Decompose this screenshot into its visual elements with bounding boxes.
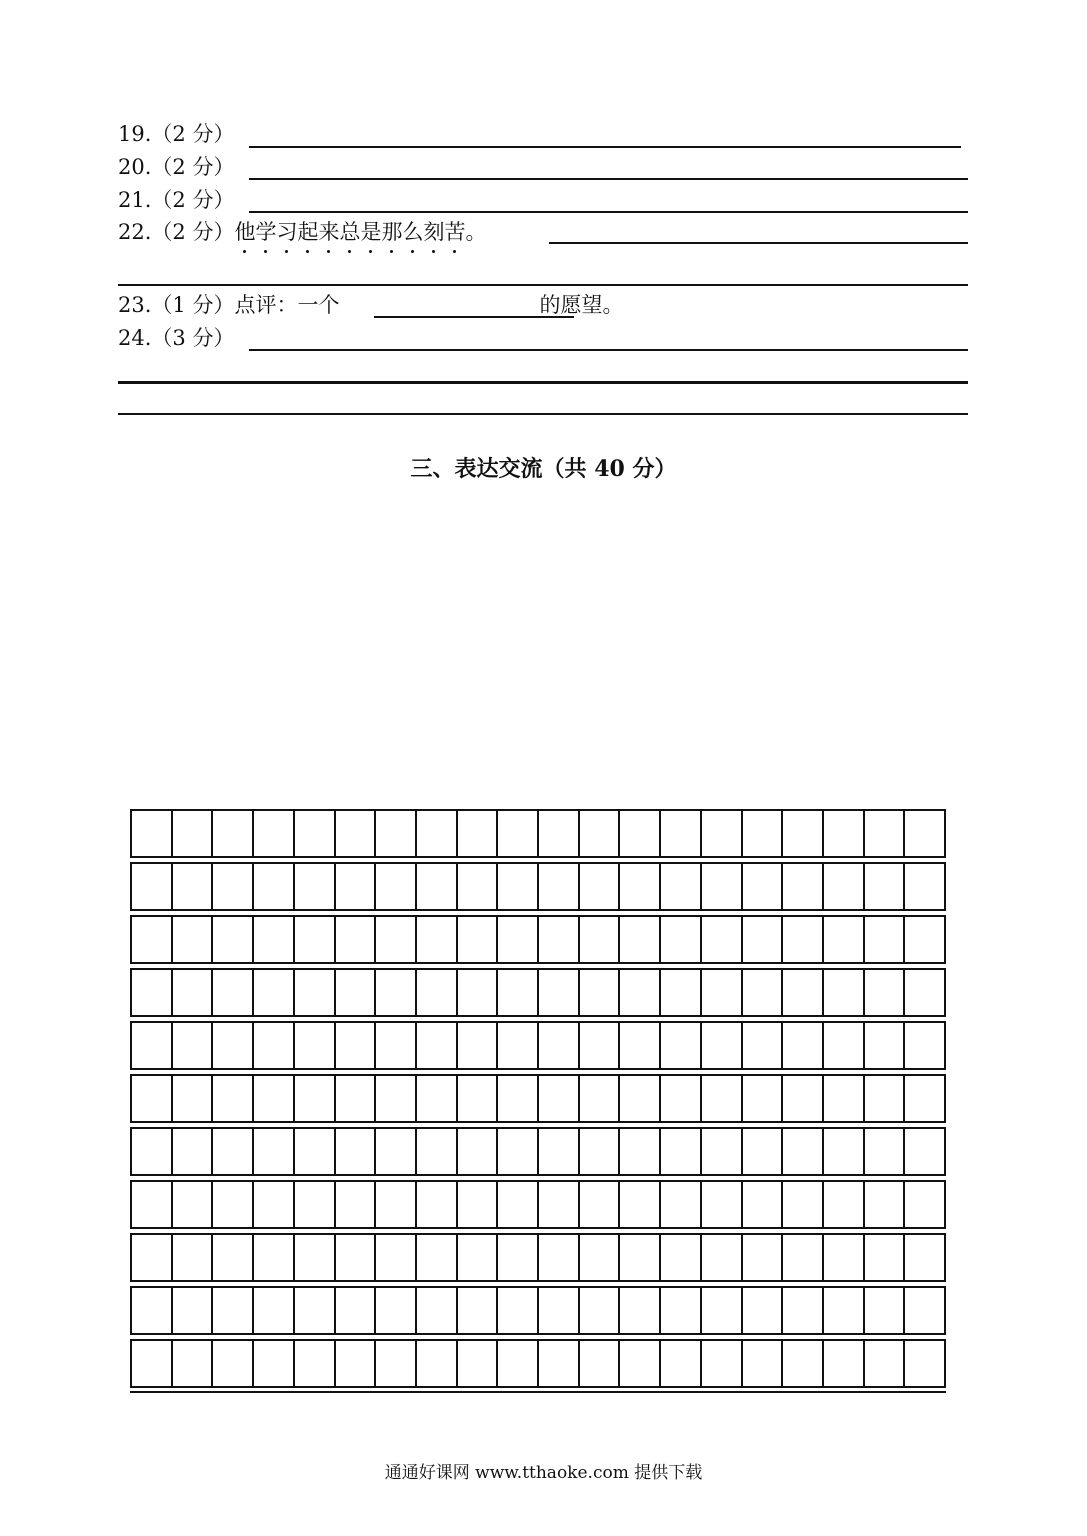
grid-cell[interactable] [865,1129,906,1174]
grid-cell[interactable] [783,917,824,962]
grid-cell[interactable] [661,864,702,909]
grid-cell[interactable] [336,1182,377,1227]
grid-cell[interactable] [254,864,295,909]
grid-cell[interactable] [213,1288,254,1333]
grid-cell[interactable] [539,864,580,909]
grid-cell[interactable] [620,811,661,856]
grid-cell[interactable] [376,1341,417,1386]
grid-cell[interactable] [905,1076,944,1121]
grid-cell[interactable] [458,864,499,909]
grid-bottom-line [130,1391,946,1393]
grid-cell[interactable] [376,1182,417,1227]
grid-cell[interactable] [132,1076,173,1121]
grid-cell[interactable] [580,1182,621,1227]
grid-cell[interactable] [254,1288,295,1333]
grid-cell[interactable] [173,1076,214,1121]
question-23-label: 23.（1 分）点评：一个 的愿望。 [118,293,624,317]
grid-cell[interactable] [620,1023,661,1068]
grid-cell[interactable] [743,1076,784,1121]
grid-cell[interactable] [173,811,214,856]
answer-line-24b[interactable] [118,381,968,384]
grid-cell[interactable] [173,1023,214,1068]
answer-line-21[interactable] [249,211,968,213]
grid-cell[interactable] [539,1076,580,1121]
grid-cell[interactable] [905,811,944,856]
grid-cell[interactable] [498,1182,539,1227]
grid-cell[interactable] [905,917,944,962]
grid-cell[interactable] [824,1288,865,1333]
grid-cell[interactable] [376,917,417,962]
grid-cell[interactable] [458,1129,499,1174]
grid-cell[interactable] [661,1235,702,1280]
grid-cell[interactable] [824,1129,865,1174]
section-heading: 三、表达交流（共 40 分） [410,456,677,482]
grid-cell[interactable] [783,970,824,1015]
grid-cell[interactable] [254,970,295,1015]
grid-cell[interactable] [905,1129,944,1174]
footer-credit: 通通好课网 www.tthaoke.com 提供下载 [384,1463,703,1483]
grid-cell[interactable] [661,1288,702,1333]
grid-cell[interactable] [661,917,702,962]
grid-cell[interactable] [824,917,865,962]
grid-cell[interactable] [295,864,336,909]
grid-cell[interactable] [336,811,377,856]
grid-cell[interactable] [702,864,743,909]
grid-cell[interactable] [417,864,458,909]
grid-cell[interactable] [580,1235,621,1280]
grid-cell[interactable] [620,1129,661,1174]
grid-cell[interactable] [417,1341,458,1386]
grid-cell[interactable] [132,1341,173,1386]
grid-cell[interactable] [539,1288,580,1333]
grid-cell[interactable] [539,1023,580,1068]
grid-cell[interactable] [580,970,621,1015]
grid-cell[interactable] [417,1023,458,1068]
grid-cell[interactable] [417,1129,458,1174]
grid-cell[interactable] [580,864,621,909]
grid-cell[interactable] [743,1341,784,1386]
grid-cell[interactable] [254,1235,295,1280]
grid-cell[interactable] [620,1288,661,1333]
grid-cell[interactable] [132,970,173,1015]
grid-cell[interactable] [295,970,336,1015]
grid-cell[interactable] [661,1076,702,1121]
grid-cell[interactable] [539,1341,580,1386]
grid-cell[interactable] [173,1288,214,1333]
question-21-label: 21.（2 分） [118,188,235,212]
grid-cell[interactable] [376,1076,417,1121]
grid-cell[interactable] [417,970,458,1015]
grid-cell[interactable] [905,1182,944,1227]
grid-cell[interactable] [783,1182,824,1227]
question-20-label: 20.（2 分） [118,155,235,179]
grid-cell[interactable] [173,970,214,1015]
grid-cell[interactable] [661,1129,702,1174]
grid-cell[interactable] [295,1341,336,1386]
grid-cell[interactable] [783,1023,824,1068]
grid-cell[interactable] [254,1023,295,1068]
grid-row [130,1127,946,1176]
grid-cell[interactable] [254,1341,295,1386]
grid-cell[interactable] [661,1023,702,1068]
grid-cell[interactable] [254,1076,295,1121]
grid-cell[interactable] [173,1235,214,1280]
grid-cell[interactable] [905,864,944,909]
grid-cell[interactable] [783,864,824,909]
grid-cell[interactable] [539,811,580,856]
grid-cell[interactable] [620,864,661,909]
grid-cell[interactable] [498,1129,539,1174]
grid-row [130,1180,946,1229]
grid-cell[interactable] [213,970,254,1015]
answer-line-19[interactable] [249,146,961,148]
grid-cell[interactable] [213,917,254,962]
question-22-sentence: 他学习起来总是那么刻苦。 [234,220,486,244]
grid-cell[interactable] [743,864,784,909]
grid-cell[interactable] [783,1129,824,1174]
grid-cell[interactable] [865,1182,906,1227]
answer-line-22a[interactable] [549,242,968,244]
grid-cell[interactable] [458,811,499,856]
answer-line-22b[interactable] [118,284,968,286]
grid-cell[interactable] [213,1076,254,1121]
grid-cell[interactable] [295,1182,336,1227]
grid-cell[interactable] [295,1023,336,1068]
grid-cell[interactable] [458,1076,499,1121]
grid-cell[interactable] [295,1076,336,1121]
grid-cell[interactable] [661,811,702,856]
grid-cell[interactable] [702,1341,743,1386]
grid-cell[interactable] [132,864,173,909]
grid-row [130,862,946,911]
grid-cell[interactable] [620,1076,661,1121]
grid-cell[interactable] [254,1129,295,1174]
grid-cell[interactable] [173,1182,214,1227]
grid-cell[interactable] [865,1023,906,1068]
grid-cell[interactable] [824,1182,865,1227]
grid-cell[interactable] [743,811,784,856]
grid-cell[interactable] [295,811,336,856]
answer-line-23[interactable] [374,316,574,318]
grid-cell[interactable] [702,1235,743,1280]
grid-cell[interactable] [132,917,173,962]
grid-cell[interactable] [376,1235,417,1280]
grid-cell[interactable] [702,970,743,1015]
grid-cell[interactable] [580,1341,621,1386]
grid-cell[interactable] [905,1023,944,1068]
grid-cell[interactable] [702,1076,743,1121]
grid-cell[interactable] [539,970,580,1015]
grid-cell[interactable] [661,1341,702,1386]
grid-cell[interactable] [783,1341,824,1386]
grid-cell[interactable] [661,970,702,1015]
grid-cell[interactable] [743,1288,784,1333]
grid-cell[interactable] [905,1235,944,1280]
grid-cell[interactable] [824,1235,865,1280]
grid-cell[interactable] [702,1182,743,1227]
grid-row [130,1021,946,1070]
grid-cell[interactable] [458,1288,499,1333]
grid-row [130,809,946,858]
grid-cell[interactable] [336,1076,377,1121]
grid-cell[interactable] [905,1341,944,1386]
grid-cell[interactable] [213,864,254,909]
grid-row [130,1339,946,1388]
grid-cell[interactable] [661,1182,702,1227]
grid-cell[interactable] [458,1023,499,1068]
grid-cell[interactable] [295,1288,336,1333]
grid-cell[interactable] [865,811,906,856]
grid-cell[interactable] [132,1023,173,1068]
grid-cell[interactable] [336,864,377,909]
grid-cell[interactable] [905,970,944,1015]
grid-cell[interactable] [417,1076,458,1121]
grid-cell[interactable] [295,917,336,962]
grid-cell[interactable] [213,1129,254,1174]
grid-cell[interactable] [132,1182,173,1227]
grid-cell[interactable] [498,1023,539,1068]
grid-cell[interactable] [254,811,295,856]
grid-cell[interactable] [417,1288,458,1333]
grid-cell[interactable] [376,811,417,856]
grid-cell[interactable] [702,811,743,856]
grid-cell[interactable] [620,970,661,1015]
grid-row [130,915,946,964]
grid-cell[interactable] [417,1235,458,1280]
grid-cell[interactable] [295,1235,336,1280]
grid-cell[interactable] [865,970,906,1015]
grid-cell[interactable] [498,1288,539,1333]
grid-cell[interactable] [295,1129,336,1174]
grid-cell[interactable] [580,1076,621,1121]
grid-cell[interactable] [539,1129,580,1174]
grid-cell[interactable] [173,864,214,909]
grid-cell[interactable] [865,1076,906,1121]
grid-cell[interactable] [376,970,417,1015]
grid-cell[interactable] [824,864,865,909]
grid-cell[interactable] [458,970,499,1015]
grid-cell[interactable] [783,1235,824,1280]
grid-cell[interactable] [132,1129,173,1174]
question-19-label: 19.（2 分） [118,122,235,146]
grid-cell[interactable] [213,811,254,856]
grid-cell[interactable] [865,1341,906,1386]
grid-cell[interactable] [173,1341,214,1386]
grid-cell[interactable] [783,1288,824,1333]
grid-cell[interactable] [336,970,377,1015]
grid-cell[interactable] [905,1288,944,1333]
grid-cell[interactable] [824,1076,865,1121]
grid-cell[interactable] [376,1023,417,1068]
grid-cell[interactable] [417,1182,458,1227]
grid-cell[interactable] [498,1235,539,1280]
grid-cell[interactable] [213,1341,254,1386]
grid-cell[interactable] [498,864,539,909]
grid-cell[interactable] [458,1182,499,1227]
grid-cell[interactable] [132,1288,173,1333]
grid-cell[interactable] [824,1023,865,1068]
grid-cell[interactable] [539,1182,580,1227]
grid-cell[interactable] [336,1129,377,1174]
grid-cell[interactable] [580,1129,621,1174]
grid-cell[interactable] [539,917,580,962]
grid-cell[interactable] [539,1235,580,1280]
grid-cell[interactable] [376,864,417,909]
grid-cell[interactable] [620,917,661,962]
grid-cell[interactable] [173,917,214,962]
grid-cell[interactable] [743,970,784,1015]
grid-cell[interactable] [336,1235,377,1280]
grid-cell[interactable] [336,917,377,962]
grid-cell[interactable] [173,1129,214,1174]
grid-cell[interactable] [254,917,295,962]
grid-cell[interactable] [580,811,621,856]
grid-cell[interactable] [743,1235,784,1280]
grid-row [130,1233,946,1282]
grid-cell[interactable] [702,1023,743,1068]
grid-cell[interactable] [498,917,539,962]
question-24-label: 24.（3 分） [118,326,235,350]
grid-row [130,1074,946,1123]
grid-cell[interactable] [865,917,906,962]
answer-line-24a[interactable] [249,349,968,351]
grid-cell[interactable] [580,917,621,962]
grid-cell[interactable] [336,1023,377,1068]
grid-cell[interactable] [458,1235,499,1280]
grid-cell[interactable] [376,1288,417,1333]
answer-line-24c[interactable] [118,413,968,415]
grid-cell[interactable] [580,1288,621,1333]
grid-cell[interactable] [498,811,539,856]
grid-cell[interactable] [865,864,906,909]
grid-cell[interactable] [620,1182,661,1227]
grid-cell[interactable] [213,1235,254,1280]
grid-cell[interactable] [458,917,499,962]
grid-cell[interactable] [580,1023,621,1068]
grid-cell[interactable] [498,970,539,1015]
grid-cell[interactable] [702,1288,743,1333]
grid-cell[interactable] [417,917,458,962]
grid-cell[interactable] [498,1341,539,1386]
grid-row [130,1286,946,1335]
grid-cell[interactable] [213,1182,254,1227]
grid-cell[interactable] [865,1235,906,1280]
grid-cell[interactable] [743,1182,784,1227]
writing-grid [130,809,946,1392]
grid-cell[interactable] [213,1023,254,1068]
grid-cell[interactable] [743,1023,784,1068]
grid-row [130,968,946,1017]
grid-cell[interactable] [132,1235,173,1280]
grid-cell[interactable] [783,811,824,856]
grid-cell[interactable] [132,811,173,856]
grid-cell[interactable] [783,1076,824,1121]
grid-cell[interactable] [417,811,458,856]
question-22-label: 22.（2 分）他学习起来总是那么刻苦。 [118,216,486,248]
grid-cell[interactable] [458,1341,499,1386]
grid-cell[interactable] [824,811,865,856]
grid-cell[interactable] [702,917,743,962]
grid-cell[interactable] [865,1288,906,1333]
grid-cell[interactable] [620,1235,661,1280]
grid-cell[interactable] [702,1129,743,1174]
grid-cell[interactable] [376,1129,417,1174]
grid-cell[interactable] [743,1129,784,1174]
grid-cell[interactable] [336,1288,377,1333]
grid-cell[interactable] [824,970,865,1015]
grid-cell[interactable] [824,1341,865,1386]
grid-cell[interactable] [498,1076,539,1121]
answer-line-20[interactable] [249,178,968,180]
grid-cell[interactable] [743,917,784,962]
grid-cell[interactable] [336,1341,377,1386]
grid-cell[interactable] [620,1341,661,1386]
grid-cell[interactable] [254,1182,295,1227]
